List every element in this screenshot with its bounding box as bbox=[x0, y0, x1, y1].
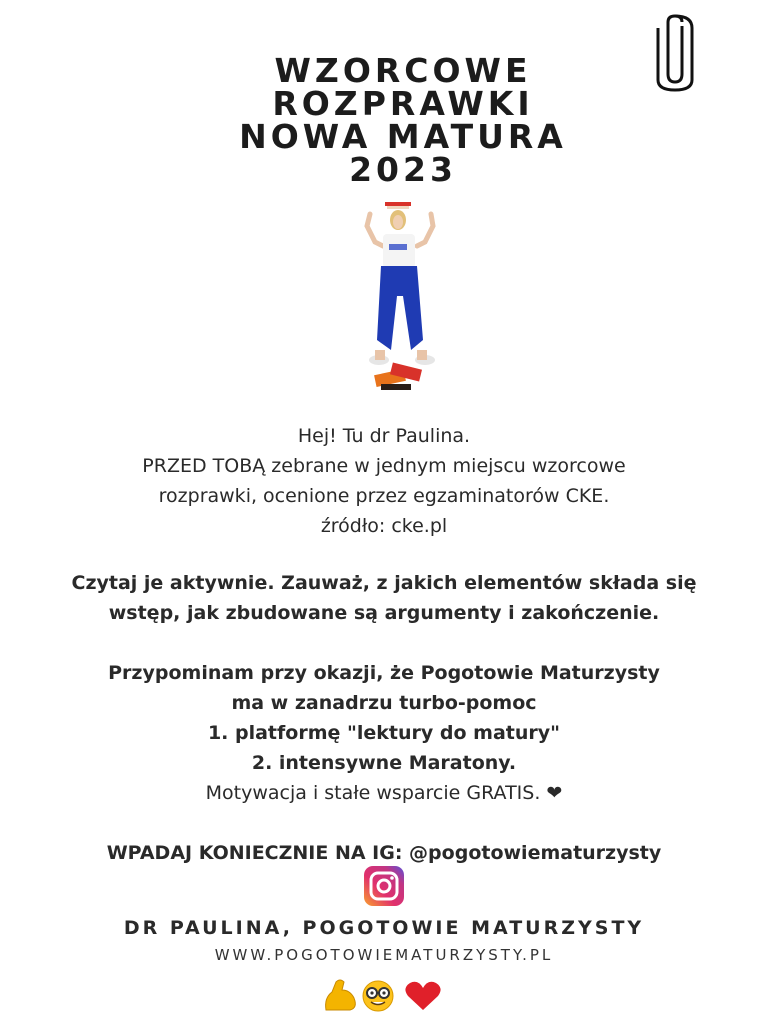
author-name: DR PAULINA, POGOTOWIE MATURZYSTY bbox=[123, 917, 645, 939]
flexed-biceps-icon bbox=[326, 980, 356, 1010]
website-url[interactable]: WWW.POGOTOWIEMATURZYSTY.PL bbox=[214, 946, 554, 964]
title-line: 2023 bbox=[349, 150, 457, 189]
reminder-line: Przypominam przy okazji, że Pogotowie Maturzysty bbox=[108, 662, 660, 684]
list-item-marathons: 2. intensywne Maratony. bbox=[251, 752, 517, 774]
title-line: ROZPRAWKI bbox=[272, 84, 534, 123]
nerd-face-icon bbox=[363, 981, 393, 1011]
document-title bbox=[3, 51, 768, 189]
woman-with-books-illustration bbox=[345, 200, 445, 400]
intro-line: PRZED TOBĄ zebrane w jednym miejscu wzorcowe bbox=[142, 455, 626, 477]
list-item-platform: 1. platformę "lektury do matury" bbox=[207, 722, 561, 744]
red-heart-icon bbox=[405, 982, 440, 1010]
instagram-icon[interactable] bbox=[363, 866, 405, 906]
emoji-row bbox=[322, 976, 446, 1014]
advice-paragraph bbox=[0, 568, 768, 628]
reminder-line: ma w zanadrzu turbo-pomoc bbox=[231, 692, 537, 714]
source-line: źródło: cke.pl bbox=[320, 515, 448, 537]
intro-line: rozprawki, ocenione przez egzaminatorów CKE. bbox=[158, 485, 610, 507]
advice-line: wstęp, jak zbudowane są argumenty i zakończenie. bbox=[108, 602, 660, 624]
title-line: NOWA MATURA bbox=[239, 117, 567, 156]
intro-line: Hej! Tu dr Paulina. bbox=[297, 425, 471, 447]
advice-line: Czytaj je aktywnie. Zauważ, z jakich elementów składa się bbox=[71, 572, 697, 594]
intro-paragraph bbox=[0, 421, 768, 541]
title-line: WZORCOWE bbox=[274, 51, 532, 90]
motivation-line: Motywacja i stałe wsparcie GRATIS. ❤ bbox=[205, 782, 563, 804]
reminder-paragraph bbox=[0, 658, 768, 808]
instagram-handle-line[interactable]: WPADAJ KONIECZNIE NA IG: @pogotowiematurzysty bbox=[106, 842, 662, 864]
